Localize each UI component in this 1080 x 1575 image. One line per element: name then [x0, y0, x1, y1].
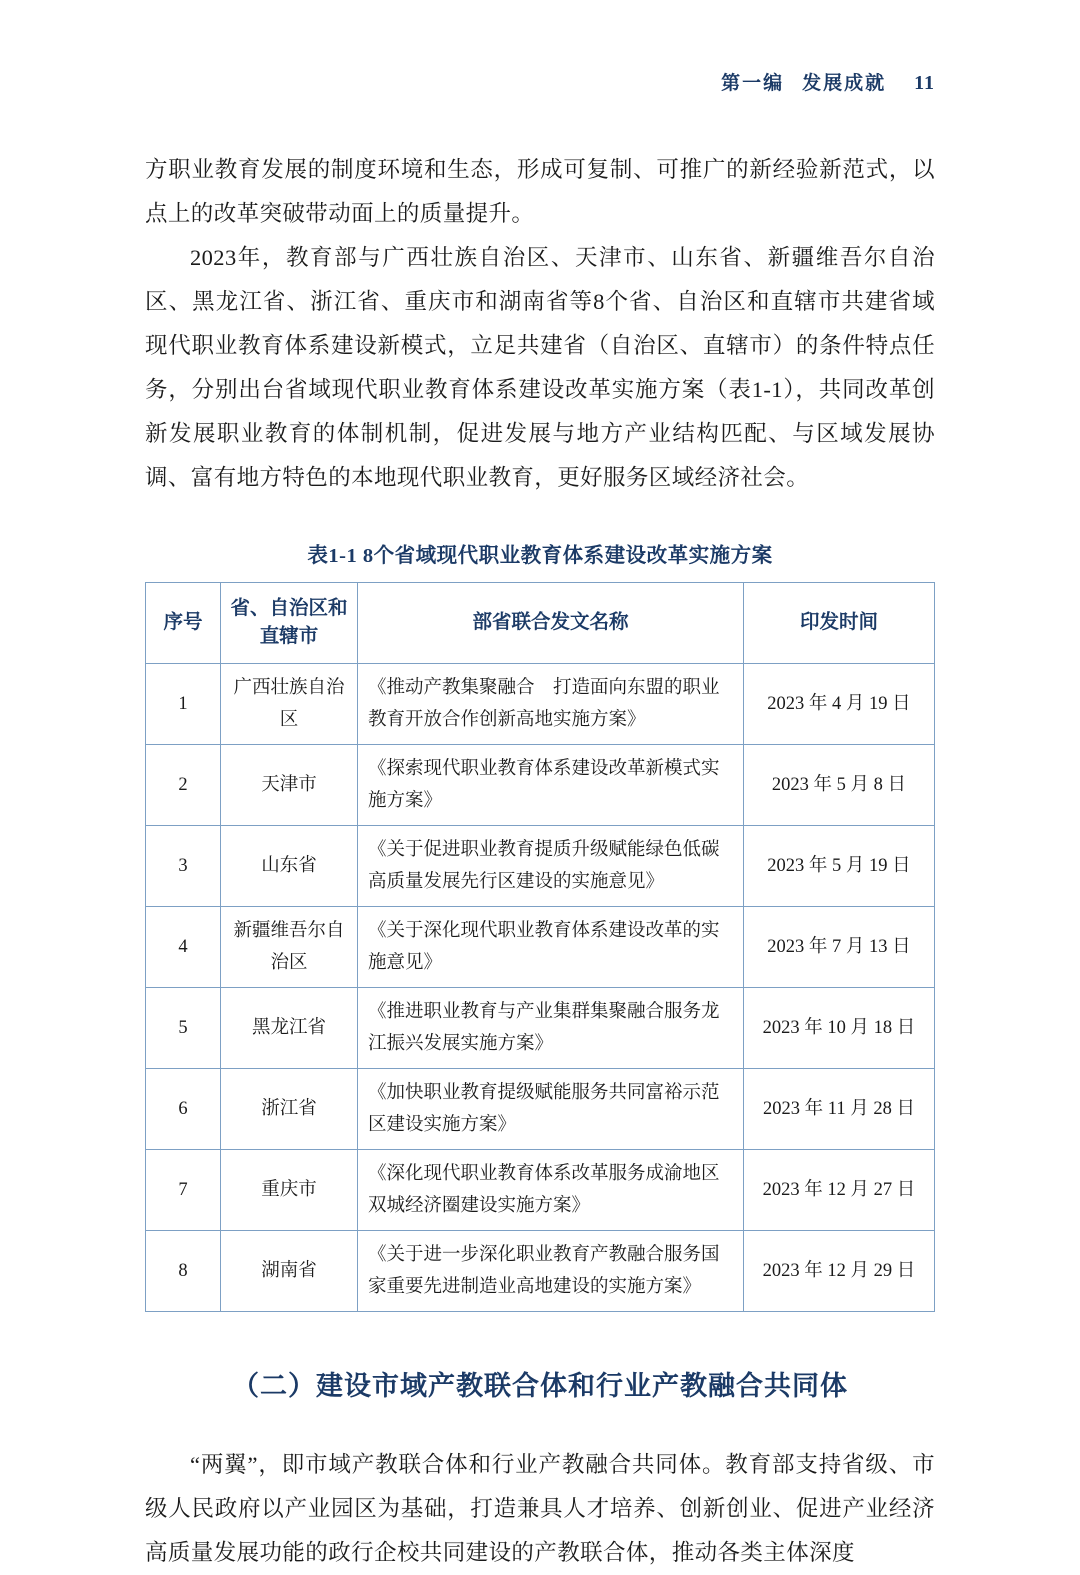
- table-row: [146, 907, 935, 988]
- cell-date: 2023 年 5 月 19 日: [744, 826, 935, 907]
- implementation-plans-table: [145, 582, 935, 1312]
- cell-document: 《推进职业教育与产业集群集聚融合服务龙江振兴发展实施方案》: [358, 988, 744, 1069]
- cell-province: 山东省: [221, 826, 358, 907]
- cell-no: 6: [146, 1069, 221, 1150]
- table-row: [146, 1069, 935, 1150]
- header-title: 发展成就: [802, 73, 887, 94]
- cell-date: 2023 年 5 月 8 日: [744, 745, 935, 826]
- cell-document: 《关于进一步深化职业教育产教融合服务国家重要先进制造业高地建设的实施方案》: [358, 1231, 744, 1312]
- table-row: [146, 1150, 935, 1231]
- paragraph-continuation: 方职业教育发展的制度环境和生态，形成可复制、可推广的新经验新范式，以点上的改革突破带动面上的质量提升。: [145, 157, 935, 226]
- table-row: [146, 988, 935, 1069]
- cell-province: 黑龙江省: [221, 988, 358, 1069]
- cell-no: 1: [146, 664, 221, 745]
- section-heading: （二）建设市域产教联合体和行业产教融合共同体: [232, 1371, 848, 1401]
- cell-date: 2023 年 12 月 29 日: [744, 1231, 935, 1312]
- cell-document: 《推动产教集聚融合 打造面向东盟的职业教育开放合作创新高地实施方案》: [358, 664, 744, 745]
- table-caption: 表1-1 8个省域现代职业教育体系建设改革实施方案: [307, 545, 773, 567]
- cell-document: 《探索现代职业教育体系建设改革新模式实施方案》: [358, 745, 744, 826]
- cell-province: 湖南省: [221, 1231, 358, 1312]
- page-content: [145, 148, 935, 1575]
- cell-no: 4: [146, 907, 221, 988]
- cell-date: 2023 年 4 月 19 日: [744, 664, 935, 745]
- page-header: [721, 68, 935, 95]
- cell-province: 浙江省: [221, 1069, 358, 1150]
- cell-document: 《关于促进职业教育提质升级赋能绿色低碳高质量发展先行区建设的实施意见》: [358, 826, 744, 907]
- cell-no: 8: [146, 1231, 221, 1312]
- cell-province: 重庆市: [221, 1150, 358, 1231]
- table-row: [146, 664, 935, 745]
- cell-no: 7: [146, 1150, 221, 1231]
- column-header-document: 部省联合发文名称: [358, 583, 744, 664]
- cell-no: 5: [146, 988, 221, 1069]
- page-number: 11: [914, 72, 935, 94]
- paragraph-two-wings: “两翼”，即市域产教联合体和行业产教融合共同体。教育部支持省级、市级人民政府以产业园区为基础，打造兼具人才培养、创新创业、促进产业经济高质量发展功能的政行企校共同建设的产教联合体，推动各类主体深度: [145, 1452, 935, 1565]
- cell-document: 《加快职业教育提级赋能服务共同富裕示范区建设实施方案》: [358, 1069, 744, 1150]
- table-body: [146, 664, 935, 1312]
- cell-no: 2: [146, 745, 221, 826]
- table-row: [146, 826, 935, 907]
- column-header-date: 印发时间: [744, 583, 935, 664]
- table-row: [146, 745, 935, 826]
- table-header-row: [146, 583, 935, 664]
- header-section-label: 第一编: [721, 73, 785, 94]
- column-header-no: 序号: [146, 583, 221, 664]
- table-row: [146, 1231, 935, 1312]
- paragraph-provinces: 2023年，教育部与广西壮族自治区、天津市、山东省、新疆维吾尔自治区、黑龙江省、浙江省、重庆市和湖南省等8个省、自治区和直辖市共建省域现代职业教育体系建设新模式，立足共建省（自治区、直辖市）的条件特点任务，分别出台省域现代职业教育体系建设改革实施方案（表1-1），共同改革创新发展职业教育的体制机制，促进发展与地方产业结构匹配、与区域发展协调、富有地方特色的本地现代职业教育，更好服务区域经济社会。: [145, 245, 935, 490]
- cell-province: 新疆维吾尔自治区: [221, 907, 358, 988]
- column-header-province: 省、自治区和直辖市: [221, 583, 358, 664]
- cell-no: 3: [146, 826, 221, 907]
- cell-province: 天津市: [221, 745, 358, 826]
- cell-date: 2023 年 12 月 27 日: [744, 1150, 935, 1231]
- cell-document: 《深化现代职业教育体系改革服务成渝地区双城经济圈建设实施方案》: [358, 1150, 744, 1231]
- cell-date: 2023 年 11 月 28 日: [744, 1069, 935, 1150]
- cell-date: 2023 年 10 月 18 日: [744, 988, 935, 1069]
- cell-document: 《关于深化现代职业教育体系建设改革的实施意见》: [358, 907, 744, 988]
- cell-province: 广西壮族自治区: [221, 664, 358, 745]
- cell-date: 2023 年 7 月 13 日: [744, 907, 935, 988]
